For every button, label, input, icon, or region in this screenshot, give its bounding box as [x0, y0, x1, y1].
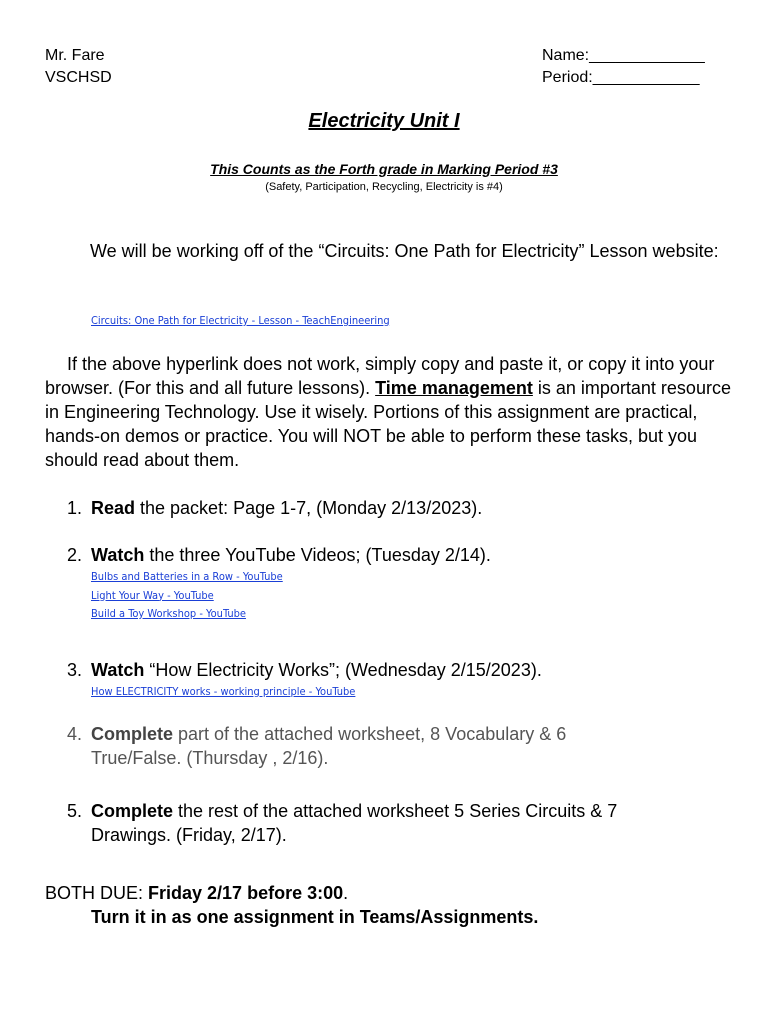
task-item [67, 496, 727, 520]
video-links [67, 568, 727, 624]
task-number: 3. [67, 660, 83, 680]
due-period: . [343, 883, 349, 903]
due-date: Friday 2/17 before 3:00 [148, 883, 344, 903]
document-title: Electricity Unit I [308, 110, 460, 132]
video-links [67, 683, 727, 702]
task-verb: Watch [91, 545, 145, 565]
intro-paragraph [45, 239, 735, 263]
task-verb: Complete [91, 724, 174, 744]
task-text: part of the attached worksheet, 8 Vocabulary & 6 [173, 724, 567, 744]
task-number: 1. [67, 498, 83, 518]
task-text: “How Electricity Works”; (Wednesday 2/15/2023). [144, 660, 542, 680]
teacher-name: Mr. Fare [45, 47, 105, 64]
time-management-emphasis: Time management [375, 378, 533, 398]
video-link-how-electricity-works[interactable]: How ELECTRICITY works - working principle - YouTube [91, 685, 356, 698]
task-verb: Read [91, 498, 136, 518]
header-right [542, 45, 705, 89]
task-text: the packet: Page 1-7, (Monday 2/13/2023). [135, 498, 483, 518]
header-left [45, 45, 112, 89]
instructions-text-2: is an important resource in Engineering Technology. Use it wisely. Portions of this assignment are practical, hands-on demos or practice. You will NOT be able to perform these tasks, but you should read about them. [45, 378, 731, 470]
due-date-section [45, 881, 735, 929]
task-number: 2. [67, 545, 83, 565]
task-item [67, 722, 727, 770]
video-link-bulbs-batteries[interactable]: Bulbs and Batteries in a Row - YouTube [91, 570, 283, 583]
task-number: 4. [67, 724, 83, 744]
task-verb: Complete [91, 801, 174, 821]
class-period-field: Period:____________ [542, 69, 700, 86]
task-verb: Watch [91, 660, 145, 680]
due-label: BOTH DUE: [45, 883, 149, 903]
task-item [67, 658, 727, 702]
task-number: 5. [67, 801, 83, 821]
task-text-continued: Drawings. (Friday, 2/17). [91, 825, 287, 845]
submission-instruction: Turn it in as one assignment in Teams/Assignments. [91, 907, 539, 927]
instructions-text-1: If the above hyperlink does not work, simply copy and paste it, or copy it into your browser. (For this and all future lessons). [45, 354, 715, 398]
district-name: VSCHSD [45, 69, 112, 86]
task-text: the rest of the attached worksheet 5 Series Circuits & 7 [173, 801, 618, 821]
video-link-toy-workshop[interactable]: Build a Toy Workshop - YouTube [91, 607, 246, 620]
task-text-continued: True/False. (Thursday , 2/16). [91, 748, 329, 768]
task-item [67, 799, 727, 847]
grading-breakdown: (Safety, Participation, Recycling, Electricity is #4) [265, 181, 503, 193]
instructions-paragraph [45, 352, 735, 472]
video-link-light-your-way[interactable]: Light Your Way - YouTube [91, 588, 214, 602]
lesson-link[interactable]: Circuits: One Path for Electricity - Lesson - TeachEngineering [91, 314, 390, 327]
intro-text: We will be working off of the “Circuits: One Path for Electricity” Lesson website: [90, 241, 719, 261]
student-name-field: Name:_____________ [542, 47, 705, 64]
grading-note: This Counts as the Forth grade in Marking Period #3 [210, 161, 558, 177]
task-item [67, 543, 727, 624]
task-text: the three YouTube Videos; (Tuesday 2/14). [144, 545, 491, 565]
